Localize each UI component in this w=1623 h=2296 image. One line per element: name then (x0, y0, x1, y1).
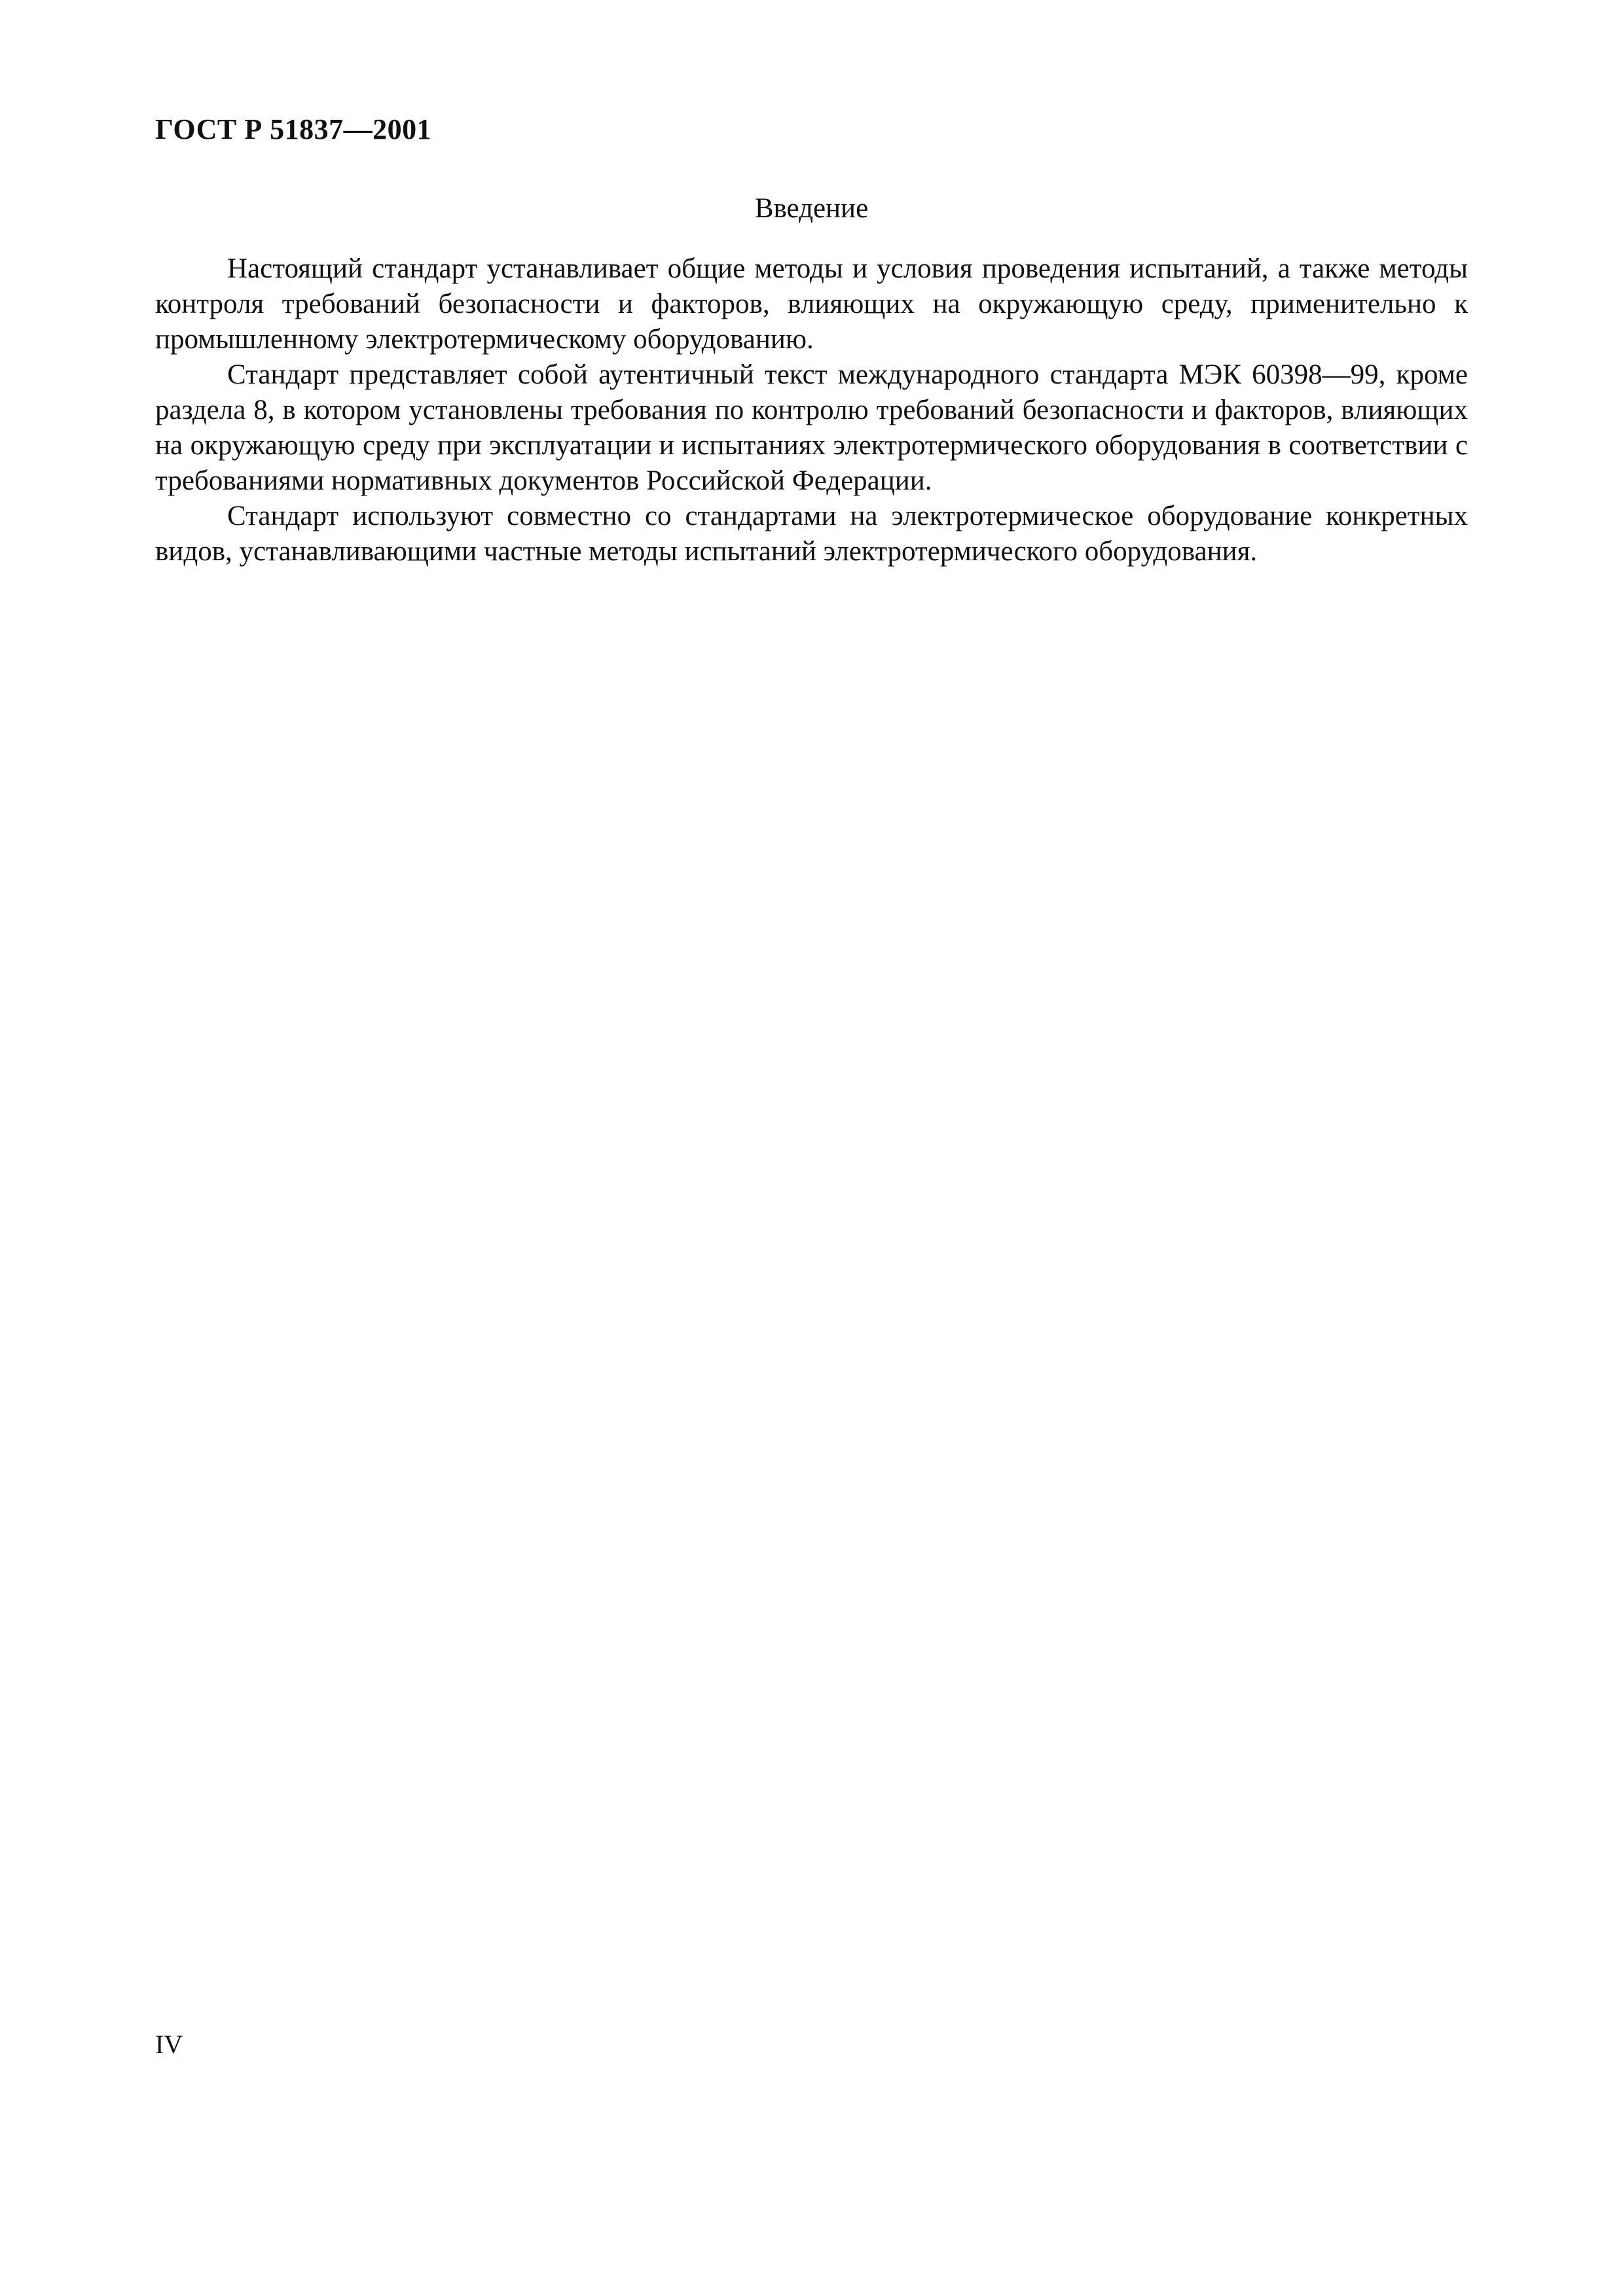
paragraph: Стандарт представляет собой аутентичный текст международного стандарта МЭК 60398—99, кроме раздела 8, в котором установлены требования по контролю требований безопасности и факторов, влияющих на окружающую среду при эксплуатации и испытаниях электротермического оборудования в соответствии с требованиями нормативных документов Российской Федерации. (155, 359, 1468, 496)
page-number: IV (155, 2030, 183, 2059)
paragraph: Настоящий стандарт устанавливает общие методы и условия проведения испытаний, а также методы контроля требований безопасности и факторов, влияющих на окружающую среду, применительно к промышленному электротермическому оборудованию. (155, 253, 1468, 355)
paragraph: Стандарт используют совместно со стандартами на электротермическое оборудование конкретных видов, устанавливающими частные методы испытаний электротермического оборудования. (155, 501, 1468, 567)
body-text (155, 251, 1468, 569)
document-header: ГОСТ Р 51837—2001 (155, 113, 432, 145)
section-title: Введение (754, 193, 869, 224)
